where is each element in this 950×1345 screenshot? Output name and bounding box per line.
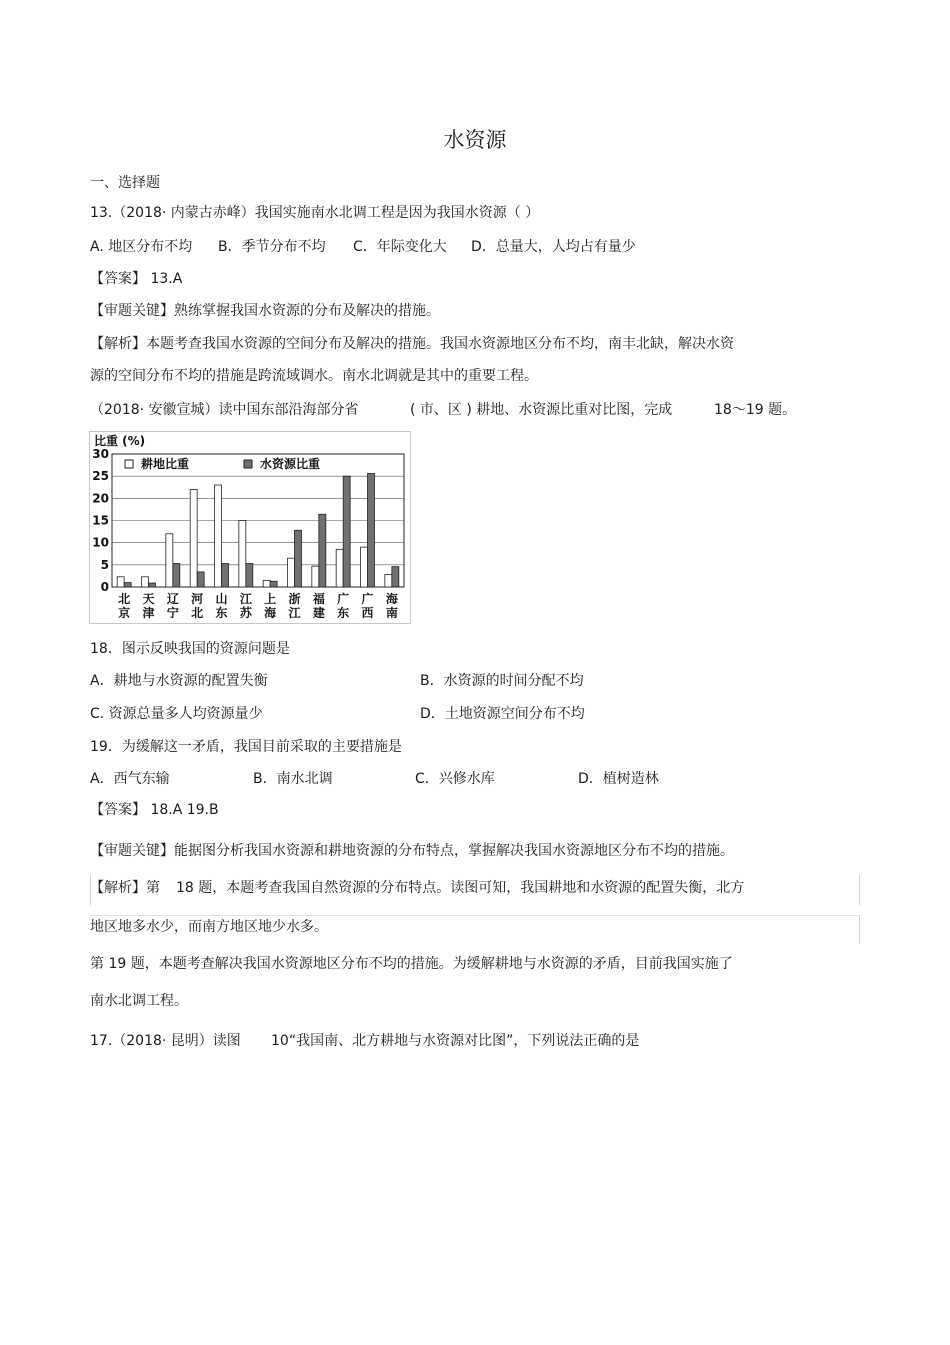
x-tick-label-bottom: 东 — [215, 606, 228, 620]
bar-water — [222, 564, 229, 587]
q17-stem-part-2: 10“我国南、北方耕地与水资源对比图”，下列说法正确的是 — [271, 1033, 640, 1049]
bar-arable — [312, 566, 319, 587]
bar-water — [124, 583, 131, 587]
legend-swatch-arable — [125, 460, 133, 468]
x-tick-label-bottom: 东 — [337, 606, 350, 620]
q18-option-b: B．水资源的时间分配不均 — [420, 673, 584, 689]
q18-stem: 18．图示反映我国的资源问题是 — [90, 641, 290, 657]
x-tick-label-top: 山 — [215, 592, 228, 606]
q13-option-b: B．季节分布不均 — [218, 239, 326, 255]
analysis-18-prefix: 【解析】第 — [90, 880, 160, 896]
intro-part-2: ( 市、区 ) 耕地、水资源比重对比图，完成 — [410, 402, 673, 418]
bar-water — [270, 581, 277, 587]
section-heading: 一、选择题 — [90, 175, 160, 191]
table-edge-right-2 — [859, 916, 860, 944]
bar-arable — [190, 489, 197, 587]
q13-stem: 13.（2018· 内蒙古赤峰）我国实施南水北调工程是因为我国水资源（ ） — [90, 205, 540, 221]
x-tick-label-top: 浙 — [288, 592, 301, 606]
intro-part-1: （2018· 安徽宣城）读中国东部沿海部分省 — [90, 402, 359, 418]
x-tick-label-top: 辽 — [166, 592, 179, 606]
table-divider — [90, 915, 860, 916]
q17-stem-part-1: 17.（2018· 昆明）读图 — [90, 1033, 241, 1049]
q13-analysis-line-2: 源的空间分布不均的措施是跨流域调水。南水北调就是其中的重要工程。 — [90, 368, 538, 384]
bar-arable — [288, 558, 295, 587]
intro-part-3: 18～19 题。 — [714, 402, 797, 418]
q13-option-a: A. 地区分布不均 — [90, 239, 193, 255]
bar-arable — [117, 577, 124, 587]
q18-option-c: C. 资源总量多人均资源量少 — [90, 706, 263, 722]
y-tick-label: 15 — [92, 513, 109, 528]
q19-option-c: C．兴修水库 — [415, 771, 495, 787]
q18-option-a: A．耕地与水资源的配置失衡 — [90, 673, 268, 689]
legend-label-water: 水资源比重 — [260, 457, 321, 471]
bar-chart — [89, 431, 411, 624]
y-tick-label: 0 — [100, 580, 109, 594]
x-tick-label-top: 天 — [142, 592, 155, 606]
analysis-18-line-1: 18 题，本题考查我国自然资源的分布特点。读图可知，我国耕地和水资源的配置失衡，北方 — [176, 880, 745, 896]
x-tick-label-top: 江 — [239, 592, 252, 606]
legend-label-arable: 耕地比重 — [141, 457, 190, 471]
answer-18-19: 【答案】 18.A 19.B — [90, 802, 219, 818]
y-tick-label: 25 — [92, 469, 109, 484]
x-tick-label-top: 河 — [191, 592, 204, 606]
x-tick-label-bottom: 江 — [288, 606, 301, 620]
q13-answer: 【答案】 13.A — [90, 271, 183, 287]
x-tick-label-bottom: 宁 — [166, 606, 179, 620]
bar-water — [173, 564, 180, 587]
x-tick-label-bottom: 西 — [361, 606, 374, 620]
table-edge-right-1 — [859, 875, 860, 905]
bar-water — [149, 583, 156, 587]
x-tick-label-top: 福 — [312, 592, 325, 606]
x-tick-label-top: 北 — [118, 592, 131, 606]
bar-water — [343, 476, 350, 587]
chart-ylabel: 比重 (%) — [94, 434, 146, 448]
q13-key: 【审题关键】熟练掌握我国水资源的分布及解决的措施。 — [90, 303, 440, 319]
x-tick-label-bottom: 京 — [118, 606, 131, 620]
x-tick-label-top: 广 — [337, 592, 350, 606]
x-tick-label-bottom: 津 — [142, 606, 155, 620]
y-tick-label: 5 — [100, 557, 109, 572]
legend-swatch-water — [244, 460, 252, 468]
x-tick-label-top: 广 — [361, 592, 374, 606]
bar-arable — [385, 575, 392, 587]
q19-option-a: A．西气东输 — [90, 771, 170, 787]
x-tick-label-bottom: 海 — [264, 606, 277, 620]
page-title: 水资源 — [443, 128, 507, 152]
q19-option-b: B．南水北调 — [253, 771, 333, 787]
bar-arable — [361, 547, 368, 587]
x-tick-label-bottom: 北 — [191, 606, 204, 620]
bar-arable — [215, 485, 222, 587]
x-tick-label-bottom: 南 — [385, 606, 398, 620]
q13-option-c: C．年际变化大 — [353, 239, 447, 255]
x-tick-label-top: 上 — [264, 592, 277, 606]
bar-arable — [142, 577, 149, 587]
bar-water — [319, 514, 326, 587]
x-tick-label-top: 海 — [385, 592, 398, 606]
analysis-18-line-2: 地区地多水少，而南方地区地少水多。 — [90, 919, 328, 935]
q13-analysis-line-1: 【解析】本题考查我国水资源的空间分布及解决的措施。我国水资源地区分布不均，南丰北缺，解决水资 — [90, 336, 734, 352]
y-tick-label: 20 — [92, 491, 109, 506]
bar-water — [392, 567, 399, 587]
bar-arable — [263, 580, 270, 587]
q19-stem: 19．为缓解这一矛盾，我国目前采取的主要措施是 — [90, 739, 402, 755]
analysis-19-line-2: 南水北调工程。 — [90, 993, 188, 1009]
y-tick-label: 10 — [92, 535, 109, 550]
x-tick-label-bottom: 苏 — [239, 606, 252, 620]
q13-option-d: D．总量大，人均占有量少 — [471, 239, 636, 255]
bar-arable — [336, 549, 343, 587]
bar-arable — [239, 521, 246, 588]
x-tick-label-bottom: 建 — [312, 606, 325, 620]
y-tick-label: 30 — [92, 447, 109, 461]
analysis-19-line-1: 第 19 题，本题考查解决我国水资源地区分布不均的措施。为缓解耕地与水资源的矛盾，目前我国实施了 — [90, 956, 733, 972]
q19-option-d: D．植树造林 — [578, 771, 659, 787]
q18-option-d: D．土地资源空间分布不均 — [420, 706, 585, 722]
bar-water — [197, 572, 204, 587]
bar-water — [246, 564, 253, 587]
bar-arable — [166, 534, 173, 587]
bar-water — [368, 474, 375, 587]
key-18-19: 【审题关键】能据图分析我国水资源和耕地资源的分布特点，掌握解决我国水资源地区分布不均的措施。 — [90, 843, 734, 859]
bar-water — [295, 530, 302, 587]
